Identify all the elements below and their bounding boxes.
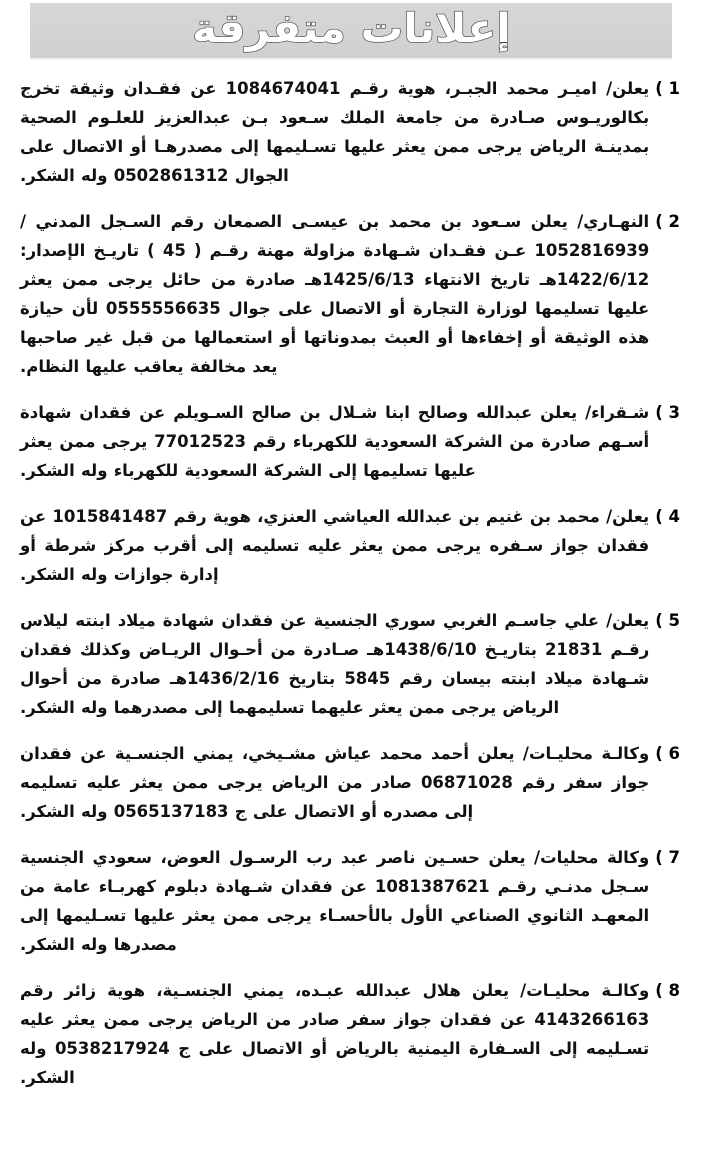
list-item	[20, 606, 680, 722]
ad-number: 3 )	[655, 403, 680, 422]
ad-number: 5 )	[655, 611, 680, 630]
ad-body-text: يعلن/ اميـر محمد الجبـر، هوية رقـم 1084674041 عن فقـدان وثيقة تخرج بكالوريـوس صـادرة من جامعة الملك سـعود بـن عبدالعزيز للعلـوم الصحية بمدينـة الرياض يرجى ممن يعثر عليها تسـليمها إلى مصدرهـا أو الاتصال على الجوال 0502861312 وله الشكر.	[20, 79, 650, 185]
ad-number: 1 )	[655, 79, 680, 98]
ad-number: 6 )	[655, 744, 680, 763]
ad-body-text: النهـاري/ يعلن سـعود بن محمد بن عيسـى الصمعان رقم السـجل المدني / 1052816939 عـن فقـدان شـهادة مزاولة مهنة رقـم ( 45 ) تاريـخ الإصدار: 1422/6/12هـ تاريخ الانتهاء 1425/6/13هـ صادرة من حائل يرجى ممن يعثر عليها تسليمها لوزارة التجارة أو الاتصال على جوال 0555556635 لأن حيازة هذه الوثيقة أو إخفاءها أو العبث بمدوناتها أو استعمالها من قبل غير صاحبها يعد مخالفة يعاقب عليها النظام.	[20, 212, 650, 376]
ad-body-text: وكالـة محليـات/ يعلن أحمد محمد عياش مشـيخي، يمني الجنسـية عن فقدان جواز سفر رقم 06871028 صادر من الرياض يرجى ممن يعثر عليه تسليمه إلى مصدره أو الاتصال على ج 0565137183 وله الشكر.	[20, 744, 650, 821]
ad-number: 8 )	[655, 981, 680, 1000]
page-title: إعلانات متفرقة	[191, 5, 511, 52]
list-item	[20, 74, 680, 190]
list-item	[20, 207, 680, 381]
ad-number: 4 )	[655, 507, 680, 526]
section-header-band	[30, 3, 672, 60]
classified-ads-list	[20, 74, 680, 1109]
ad-body-text: يعلن/ علي جاسـم الغربي سوري الجنسية عن فقدان شهادة ميلاد ابنته ليلاس رقـم 21831 بتاريـخ 1438/6/10هـ صـادرة من أحـوال الريـاض وكذلك فقدان شـهادة ميلاد ابنته بيسان رقم 5845 بتاريخ 1436/2/16هـ صادرة من أحوال الرياض يرجى ممن يعثر عليهما تسليمهما إلى مصدرهما وله الشكر.	[20, 611, 650, 717]
ad-number: 7 )	[655, 848, 680, 867]
list-item	[20, 739, 680, 826]
ad-body-text: وكالة محليات/ يعلن حسـين ناصر عبد رب الرسـول العوض، سعودي الجنسية سـجل مدنـي رقـم 1081387621 عن فقدان شـهادة دبلوم كهربـاء عامة من المعهـد الثانوي الصناعي الأول بالأحسـاء يرجى ممن يعثر عليها تسـليمها إلى مصدرها وله الشكر.	[20, 848, 650, 954]
ad-body-text: يعلن/ محمد بن غنيم بن عبدالله العياشي العنزي، هوية رقم 1015841487 عن فقدان جواز سـفره يرجى ممن يعثر عليه تسليمه إلى أقرب مركز شرطة أو إدارة جوازات وله الشكر.	[20, 507, 650, 584]
ad-body-text: شـقراء/ يعلن عبدالله وصالح ابنا شـلال بن صالح السـويلم عن فقدان شهادة أسـهم صادرة من الشركة السعودية للكهرباء رقم 77012523 يرجى ممن يعثر عليها تسليمها إلى الشركة السعودية للكهرباء وله الشكر.	[20, 403, 650, 480]
ad-number: 2 )	[655, 212, 680, 231]
list-item	[20, 976, 680, 1092]
list-item	[20, 502, 680, 589]
list-item	[20, 398, 680, 485]
list-item	[20, 843, 680, 959]
ad-body-text: وكالـة محليـات/ يعلن هلال عبدالله عبـده، يمني الجنسـية، هوية زائر رقم 4143266163 عن فقدان جواز سفر صادر من الرياض يرجى ممن يعثر عليه تسـليمه إلى السـفارة اليمنية بالرياض أو الاتصال على ج 0538217924 وله الشكر.	[20, 981, 650, 1087]
